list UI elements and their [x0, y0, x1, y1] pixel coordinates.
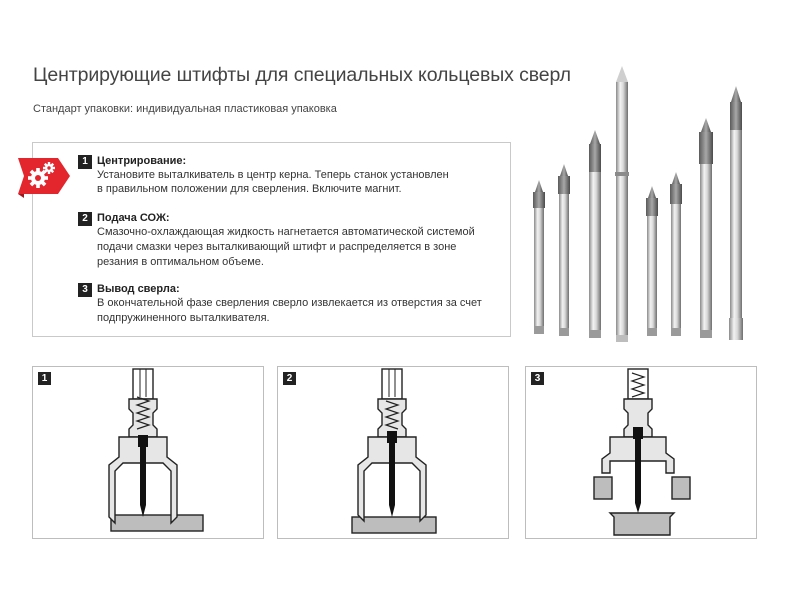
- step-text-line: В окончательной фазе сверления сверло извлекается из отверстия за счет: [97, 297, 482, 309]
- diagram-panel-centering: [32, 366, 264, 539]
- step-text-line: в правильном положении для сверления. Включите магнит.: [97, 183, 402, 195]
- step-title: Центрирование:: [97, 155, 187, 167]
- pilot-pin: [533, 180, 545, 334]
- step-number: 1: [78, 155, 92, 169]
- step-number: 3: [78, 283, 92, 297]
- withdrawal-diagram: [526, 367, 758, 540]
- pilot-pin: [646, 186, 658, 336]
- page-title: Центрирующие штифты для специальных кольцевых сверл: [33, 64, 571, 86]
- centering-diagram: [33, 367, 265, 540]
- diagram-panel-coolant: [277, 366, 509, 539]
- panel-number: 1: [38, 372, 51, 385]
- coolant-diagram: [278, 367, 510, 540]
- step-text-line: Смазочно-охлаждающая жидкость нагнетается автоматической системой: [97, 226, 475, 238]
- pilot-pin: [670, 172, 682, 336]
- pilot-pin: [558, 164, 570, 336]
- panel-number: 3: [531, 372, 544, 385]
- step-title: Подача СОЖ:: [97, 212, 170, 224]
- pilot-pin: [729, 86, 743, 340]
- step-title: Вывод сверла:: [97, 283, 180, 295]
- step-text-line: резания в оптимальном объеме.: [97, 256, 264, 268]
- pilot-pins-image: [520, 60, 780, 345]
- step-text-line: Установите выталкиватель в центр керна. Теперь станок установлен: [97, 169, 449, 181]
- packaging-standard: Стандарт упаковки: индивидуальная пластиковая упаковка: [33, 103, 337, 115]
- step-text-line: подачи смазки через выталкивающий штифт и распределяется в зоне: [97, 241, 457, 253]
- gears-icon: [18, 154, 70, 198]
- diagram-panel-withdrawal: [525, 366, 757, 539]
- step-text-line: подпружиненного выталкивателя.: [97, 312, 270, 324]
- panel-number: 2: [283, 372, 296, 385]
- step-number: 2: [78, 212, 92, 226]
- pilot-pin: [699, 118, 713, 338]
- pilot-pin: [615, 66, 629, 342]
- pilot-pin: [589, 130, 601, 338]
